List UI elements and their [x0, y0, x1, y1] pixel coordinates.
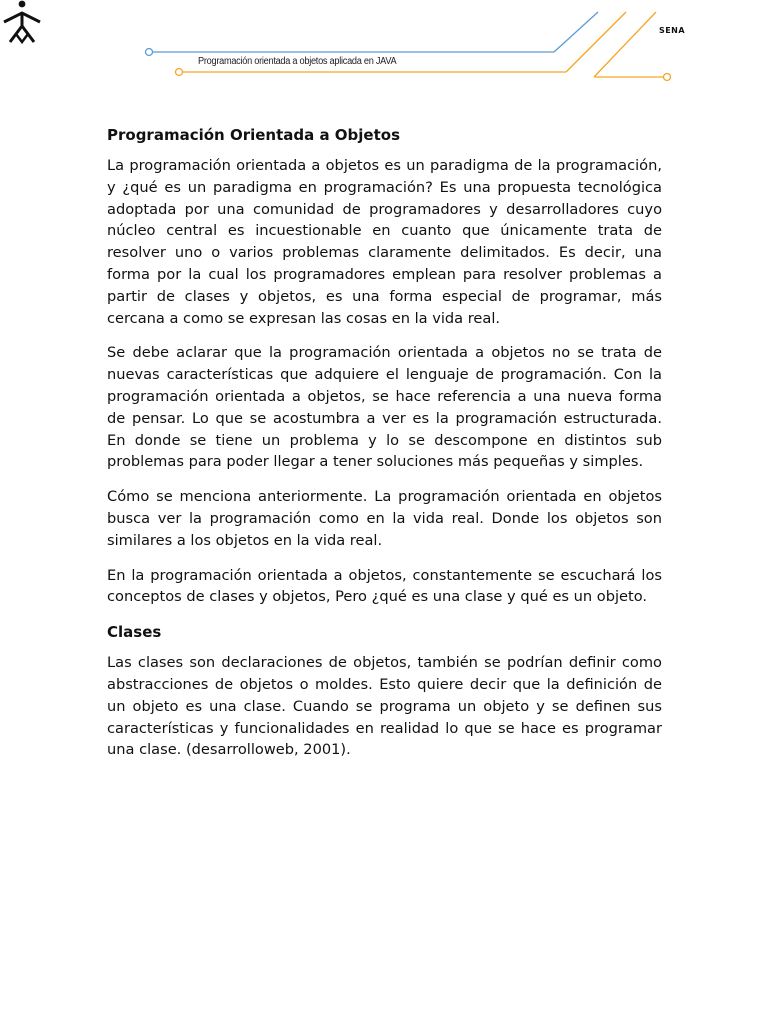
paragraph: Se debe aclarar que la programación orientada a objetos no se trata de nuevas características que adquiere el lenguaje de programación. Con la programación orientada a objetos, se hace referencia a una nueva forma de pensar. Lo que se acostumbra a ver es la programación estructurada. En donde se tiene un problema y lo se descompone en distintos sub problemas para poder llegar a tener soluciones más pequeñas y simples.	[107, 344, 662, 471]
sena-logo-icon	[0, 0, 44, 44]
paragraph: Cómo se menciona anteriormente. La programación orientada en objetos busca ver la programación como en la vida real. Donde los objetos son similares a los objetos en la vida real.	[107, 488, 662, 549]
page-header	[0, 0, 768, 100]
paragraph: En la programación orientada a objetos, constantemente se escuchará los conceptos de clases y objetos, Pero ¿qué es una clase y qué es un objeto.	[107, 566, 662, 606]
header-title: Programación orientada a objetos aplicada en JAVA	[198, 56, 397, 67]
paragraph: La programación orientada a objetos es un paradigma de la programación, y ¿qué es un paradigma en programación? Es una propuesta tecnológica adoptada por una comunidad de programadores y desarrolladores cuyo núcleo central es incuestionable en cuanto que únicamente trata de resolver uno o varios problemas claramente delimitados. Es decir, una forma por la cual los programadores emplean para resolver problemas a partir de clases y objetos, es una forma especial de programar, más cercana a como se expresan las cosas en la vida real.	[107, 157, 662, 327]
document-body	[107, 124, 662, 774]
header-decoration	[0, 0, 768, 100]
section-heading-poo: Programación Orientada a Objetos	[107, 126, 401, 144]
section-heading-clases: Clases	[107, 623, 162, 642]
sena-logo-text: SENA	[658, 26, 686, 35]
paragraph: Las clases son declaraciones de objetos, también se podrían definir como abstracciones de objetos o moldes. Esto quiere decir que la definición de un objeto es una clase. Cuando se programa un objeto y se definen sus características y funcionalidades en realidad lo que se hace es programar una clase. (desarrolloweb, 2001).	[107, 654, 662, 759]
